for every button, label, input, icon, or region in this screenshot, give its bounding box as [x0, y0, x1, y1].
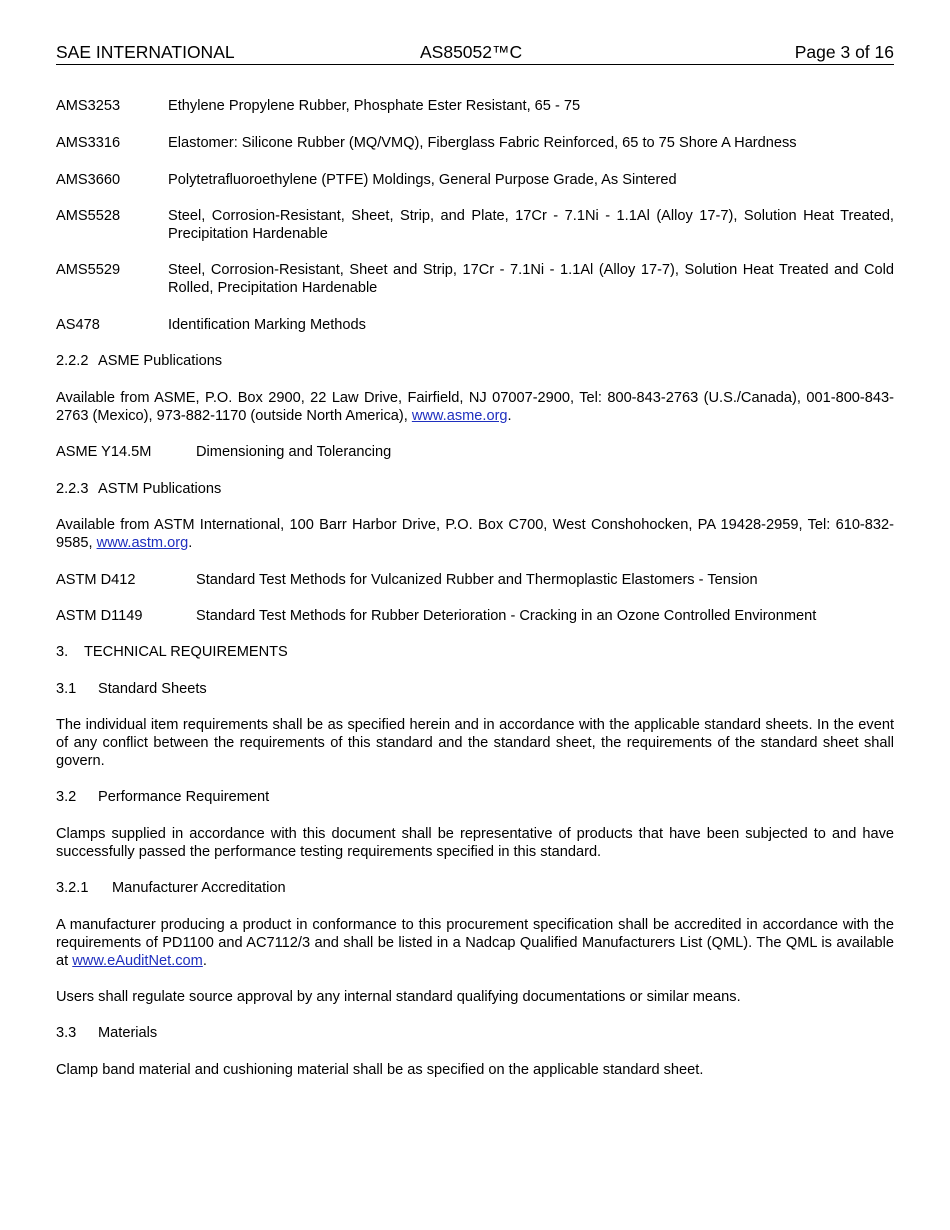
paragraph-text: Clamps supplied in accordance with this document shall be representative of products that have been subjected to and have successfully passed the performance testing requirements specified in this standard. [56, 826, 894, 860]
section-title: TECHNICAL REQUIREMENTS [84, 644, 288, 660]
paragraph-text: Users shall regulate source approval by any internal standard qualifying documentations or similar means. [56, 989, 741, 1005]
section-heading-technical-requirements [56, 643, 894, 661]
reference-code: AMS3253 [56, 98, 121, 114]
reference-description: Standard Test Methods for Rubber Deterioration - Cracking in an Ozone Controlled Environment [196, 608, 817, 624]
reference-description: Steel, Corrosion-Resistant, Sheet, Strip, and Plate, 17Cr - 7.1Ni - 1.1Al (Alloy 17-7), Solution Heat Treated, Precipitation Hardenable [168, 208, 894, 242]
reference-description: Steel, Corrosion-Resistant, Sheet and Strip, 17Cr - 7.1Ni - 1.1Al (Alloy 17-7), Solution Heat Treated and Cold Rolled, Precipitation Hardenable [168, 262, 894, 296]
section-heading-asme [56, 352, 894, 370]
materials-paragraph [56, 1061, 894, 1079]
reference-description: Identification Marking Methods [168, 317, 366, 333]
astm-link[interactable]: www.astm.org [96, 535, 189, 551]
section-heading-standard-sheets [56, 680, 894, 698]
section-number: 3.2.1 [56, 880, 89, 896]
source-approval-paragraph [56, 988, 894, 1006]
page-header [56, 40, 894, 65]
manufacturer-accreditation-paragraph: A manufacturer producing a product in conformance to this procurement specification shall be accredited in accordance with the requirements of PD1100 and AC7112/3 and shall be listed in a Nadcap Qualified Manufacturers List (QML). The QML is available at www.eAuditNet.com. [56, 917, 894, 969]
reference-code: AMS5528 [56, 208, 121, 224]
reference-code: AS478 [56, 317, 100, 333]
header-doc-number: AS85052™C [420, 42, 523, 62]
reference-description: Dimensioning and Tolerancing [196, 444, 392, 460]
standard-sheets-paragraph [56, 716, 894, 770]
section-heading-materials [56, 1024, 894, 1042]
paragraph-text: Clamp band material and cushioning material shall be as specified on the applicable standard sheet. [56, 1062, 704, 1078]
reference-description: Ethylene Propylene Rubber, Phosphate Ester Resistant, 65 - 75 [168, 98, 581, 114]
section-title: Standard Sheets [98, 681, 207, 697]
section-number: 3.2 [56, 789, 77, 805]
document-page [56, 40, 894, 1078]
section-number: 3. [56, 644, 69, 660]
paragraph-text: Available from ASME, P.O. Box 2900, 22 Law Drive, Fairfield, NJ 07007-2900, Tel: 800-843-2763 (U.S./Canada), 001-800-843-2763 (Mexico), 973-882-1170 (outside North America), [56, 390, 894, 424]
asme-link[interactable]: www.asme.org [411, 408, 508, 424]
asme-availability-paragraph: Available from ASME, P.O. Box 2900, 22 Law Drive, Fairfield, NJ 07007-2900, Tel: 800-843-2763 (U.S./Canada), 001-800-843-2763 (Mexico), 973-882-1170 (outside North America), www.asme.org. [56, 390, 894, 424]
section-title: Manufacturer Accreditation [112, 880, 286, 896]
section-title: ASME Publications [98, 353, 223, 369]
astm-availability-paragraph: Available from ASTM International, 100 Barr Harbor Drive, P.O. Box C700, West Conshohocken, PA 19428-2959, Tel: 610-832-9585, www.astm.org. [56, 517, 894, 551]
reference-description: Polytetrafluoroethylene (PTFE) Moldings, General Purpose Grade, As Sintered [168, 172, 677, 188]
reference-code: ASTM D412 [56, 572, 136, 588]
paragraph-text: The individual item requirements shall be as specified herein and in accordance with the applicable standard sheets. In the event of any conflict between the requirements of this standard and the standard sheet, the requirements of the standard sheet shall govern. [56, 717, 894, 769]
section-heading-manufacturer-accreditation [56, 879, 894, 897]
section-number: 2.2.2 [56, 353, 89, 369]
section-number: 2.2.3 [56, 481, 89, 497]
section-number: 3.1 [56, 681, 77, 697]
reference-description: Standard Test Methods for Vulcanized Rubber and Thermoplastic Elastomers - Tension [196, 572, 758, 588]
header-org: SAE INTERNATIONAL [56, 42, 235, 62]
section-number: 3.3 [56, 1025, 77, 1041]
eauditnet-link[interactable]: www.eAuditNet.com [72, 953, 203, 969]
section-title: Performance Requirement [98, 789, 270, 805]
reference-code: AMS3316 [56, 135, 121, 151]
reference-code: ASME Y14.5M [56, 444, 152, 460]
section-title: Materials [98, 1025, 158, 1041]
reference-description: Elastomer: Silicone Rubber (MQ/VMQ), Fiberglass Fabric Reinforced, 65 to 75 Shore A Hardness [168, 135, 797, 151]
performance-requirement-paragraph [56, 825, 894, 861]
reference-code: AMS3660 [56, 172, 121, 188]
reference-code: ASTM D1149 [56, 608, 143, 624]
paragraph-text: Available from ASTM International, 100 Barr Harbor Drive, P.O. Box C700, West Conshohocken, PA 19428-2959, Tel: 610-832-9585, [56, 517, 894, 551]
header-page-number: Page 3 of 16 [794, 42, 894, 62]
section-heading-performance-requirement [56, 788, 894, 806]
reference-code: AMS5529 [56, 262, 121, 278]
section-heading-astm [56, 480, 894, 498]
paragraph-text: A manufacturer producing a product in conformance to this procurement specification shall be accredited in accordance with the requirements of PD1100 and AC7112/3 and shall be listed in a Nadcap Qualified Manufacturers List (QML). The QML is available at [56, 917, 894, 969]
section-title: ASTM Publications [98, 481, 222, 497]
